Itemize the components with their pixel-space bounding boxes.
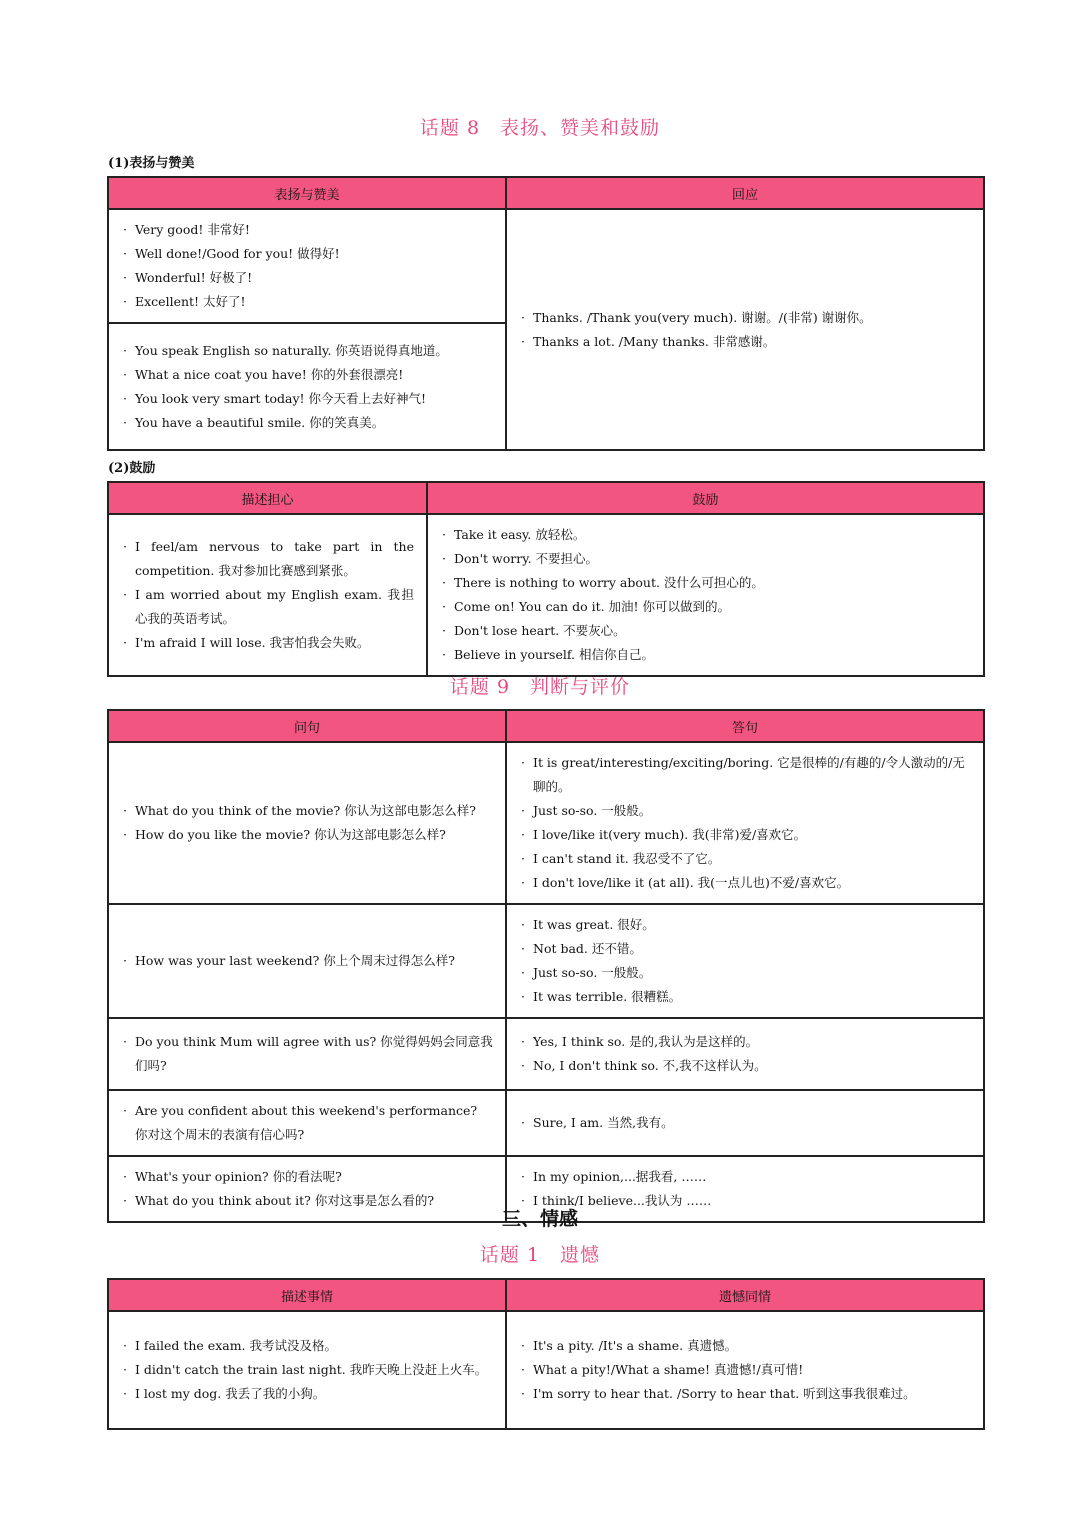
praise-line: · Excellent! 太好了!	[123, 290, 493, 314]
encourage-list	[428, 515, 983, 675]
question-cell-3	[108, 1018, 506, 1090]
answer-line: · I think/I believe...我认为 ……	[521, 1189, 971, 1213]
sympathy-line: · I'm sorry to hear that. /Sorry to hear that. 听到这事我很难过。	[521, 1382, 971, 1406]
answer-line: · It is great/interesting/exciting/boring. 它是很棒的/有趣的/令人激动的/无聊的。	[521, 751, 971, 799]
praise-line: · What a nice coat you have! 你的外套很漂亮!	[123, 363, 493, 387]
response-line: · Thanks a lot. /Many thanks. 非常感谢。	[521, 330, 971, 354]
judgement-table	[107, 709, 985, 1223]
response-cell	[506, 209, 984, 450]
question-cell-2	[108, 904, 506, 1018]
regret-table	[107, 1278, 985, 1430]
praise-cell-2	[108, 323, 506, 450]
sympathy-line: · What a pity!/What a shame! 真遗憾!/真可惜!	[521, 1358, 971, 1382]
praise-line: · You look very smart today! 你今天看上去好神气!	[123, 387, 493, 411]
event-line: · I didn't catch the train last night. 我昨天晚上没赶上火车。	[123, 1358, 493, 1382]
question-line: · How was your last weekend? 你上个周末过得怎么样?	[123, 949, 493, 973]
question-line: · Are you confident about this weekend's performance? 你对这个周末的表演有信心吗?	[123, 1099, 493, 1147]
encourage-line: · Don't worry. 不要担心。	[442, 547, 971, 571]
encourage-line: · Come on! You can do it. 加油! 你可以做到的。	[442, 595, 971, 619]
praise-line: · Wonderful! 好极了!	[123, 266, 493, 290]
praise-line: · Well done!/Good for you! 做得好!	[123, 242, 493, 266]
answer-cell-3	[506, 1018, 984, 1090]
praise-table	[107, 176, 985, 451]
question-line: · How do you like the movie? 你认为这部电影怎么样?	[123, 823, 493, 847]
praise-heading: (1)表扬与赞美	[108, 156, 195, 171]
answer-line: · In my opinion,...据我看, ……	[521, 1165, 971, 1189]
question-list-2	[109, 941, 505, 981]
encourage-line: · Believe in yourself. 相信你自己。	[442, 643, 971, 667]
answer-line: · Sure, I am. 当然,我有。	[521, 1111, 971, 1135]
question-line: · What's your opinion? 你的看法呢?	[123, 1165, 493, 1189]
answer-list-2	[507, 905, 983, 1017]
answer-line: · Not bad. 还不错。	[521, 937, 971, 961]
answer-cell-2	[506, 904, 984, 1018]
answer-list-4	[507, 1103, 983, 1143]
answer-list-3	[507, 1022, 983, 1086]
praise-cell-1	[108, 209, 506, 323]
question-list-3	[109, 1022, 505, 1086]
praise-line: · Very good! 非常好!	[123, 218, 493, 242]
question-cell-4	[108, 1090, 506, 1156]
topic1-title: 话题 1 遗憾	[479, 1244, 601, 1266]
event-line: · I lost my dog. 我丢了我的小狗。	[123, 1382, 493, 1406]
answer-cell-1	[506, 742, 984, 904]
answer-line: · Just so-so. 一般般。	[521, 961, 971, 985]
encourage-heading: (2)鼓励	[108, 461, 156, 476]
encourage-line: · Take it easy. 放轻松。	[442, 523, 971, 547]
answer-line: · I love/like it(very much). 我(非常)爱/喜欢它。	[521, 823, 971, 847]
question-list-4	[109, 1091, 505, 1155]
topic8-title: 话题 8 表扬、赞美和鼓励	[419, 117, 661, 139]
answer-line: · It was great. 很好。	[521, 913, 971, 937]
answer-line: · It was terrible. 很糟糕。	[521, 985, 971, 1009]
praise-line: · You have a beautiful smile. 你的笑真美。	[123, 411, 493, 435]
answer-line: · Yes, I think so. 是的,我认为是这样的。	[521, 1030, 971, 1054]
topic9-title: 话题 9 判断与评价	[449, 676, 631, 698]
question-col-header: 问句	[108, 710, 506, 742]
event-line: · I failed the exam. 我考试没及格。	[123, 1334, 493, 1358]
answer-col-header: 答句	[506, 710, 984, 742]
answer-line: · Just so-so. 一般般。	[521, 799, 971, 823]
worry-cell	[108, 514, 427, 676]
worry-col-header: 描述担心	[108, 482, 427, 514]
praise-list-1	[109, 210, 505, 322]
question-cell-1	[108, 742, 506, 904]
sympathy-list	[507, 1326, 983, 1414]
answer-cell-4	[506, 1090, 984, 1156]
encourage-cell	[427, 514, 984, 676]
question-list-1	[109, 791, 505, 855]
answer-line: · I don't love/like it (at all). 我(一点儿也)不爱/喜欢它。	[521, 871, 971, 895]
encourage-line: · Don't lose heart. 不要灰心。	[442, 619, 971, 643]
worry-line: · I feel/am nervous to take part in the competition. 我对参加比赛感到紧张。	[123, 535, 414, 583]
question-line: · What do you think of the movie? 你认为这部电影怎么样?	[123, 799, 493, 823]
worry-line: · I am worried about my English exam. 我担心我的英语考试。	[123, 583, 414, 631]
encourage-col-header: 鼓励	[427, 482, 984, 514]
event-list	[109, 1326, 505, 1414]
answer-line: · I can't stand it. 我忍受不了它。	[521, 847, 971, 871]
praise-col-header: 表扬与赞美	[108, 177, 506, 209]
encourage-line: · There is nothing to worry about. 没什么可担心的。	[442, 571, 971, 595]
encourage-table	[107, 481, 985, 677]
event-cell	[108, 1311, 506, 1429]
response-line: · Thanks. /Thank you(very much). 谢谢。/(非常) 谢谢你。	[521, 306, 971, 330]
sympathy-cell	[506, 1311, 984, 1429]
event-col-header: 描述事情	[108, 1279, 506, 1311]
response-list	[507, 298, 983, 362]
worry-line: · I'm afraid I will lose. 我害怕我会失败。	[123, 631, 414, 655]
response-col-header: 回应	[506, 177, 984, 209]
worry-list	[109, 527, 426, 663]
answer-line: · No, I don't think so. 不,我不这样认为。	[521, 1054, 971, 1078]
praise-list-2	[109, 331, 505, 443]
sympathy-line: · It's a pity. /It's a shame. 真遗憾。	[521, 1334, 971, 1358]
sympathy-col-header: 遗憾同情	[506, 1279, 984, 1311]
answer-list-1	[507, 743, 983, 903]
question-line: · What do you think about it? 你对这事是怎么看的?	[123, 1189, 493, 1213]
question-line: · Do you think Mum will agree with us? 你觉得妈妈会同意我们吗?	[123, 1030, 493, 1078]
section3-heading: 三、情感	[501, 1208, 578, 1230]
praise-line: · You speak English so naturally. 你英语说得真地道。	[123, 339, 493, 363]
